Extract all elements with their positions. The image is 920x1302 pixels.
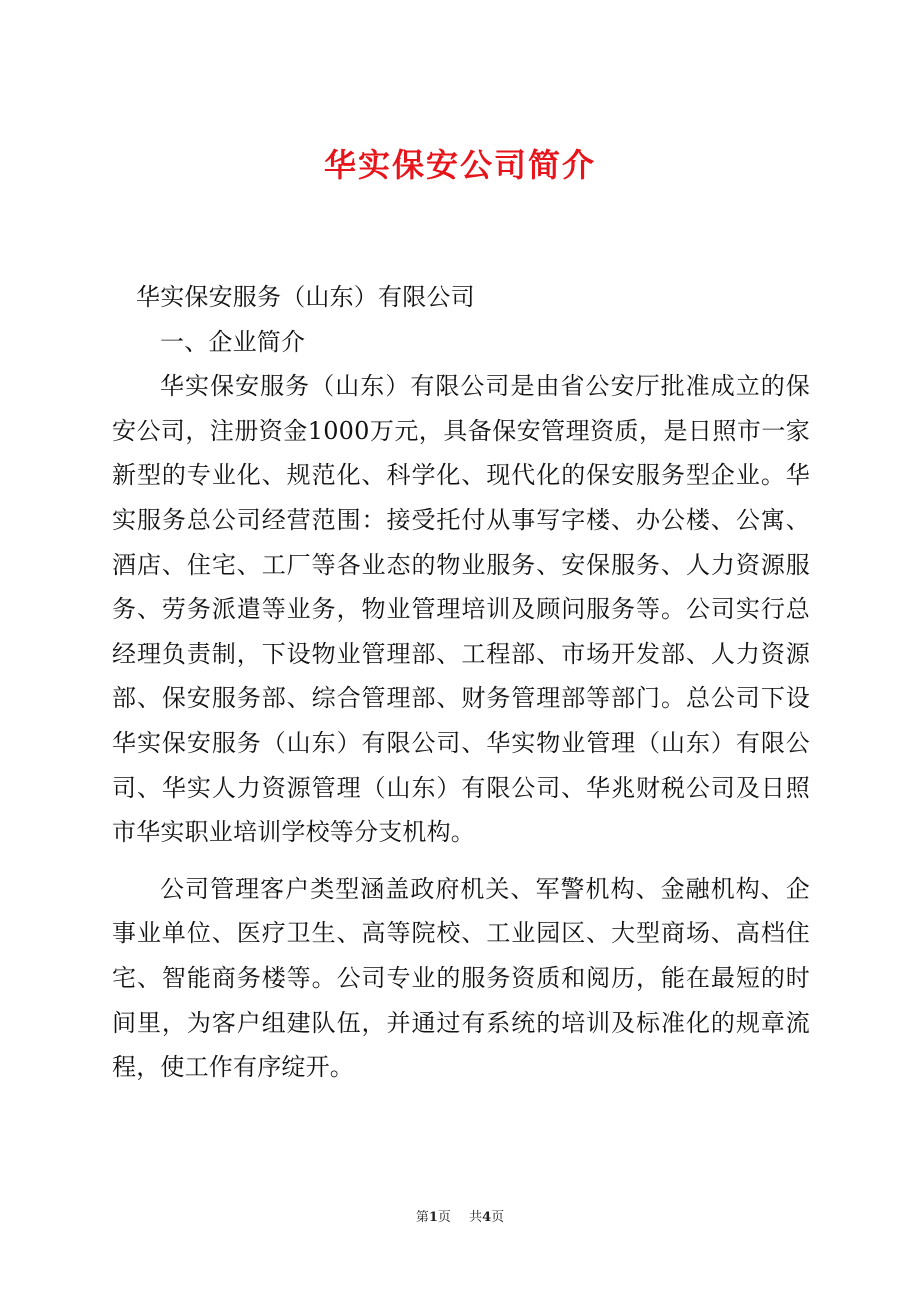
total-pages-indicator: 共4页 [469,1210,505,1225]
company-name-line: 华实保安服务（山东）有限公司 [136,283,475,311]
page-footer [0,1206,920,1225]
section-heading: 一、企业简介 [160,327,306,356]
document-title: 华实保安公司简介 [323,146,596,184]
paragraph-company-overview: 华实保安服务（山东）有限公司是由省公安厅批准成立的保安公司，注册资金1000万元，具备保安管理资质，是日照市一家新型的专业化、规范化、科学化、现代化的保安服务型企业。华实服务总公司经营范围：接受托付从事写字楼、办公楼、公寓、酒店、住宅、工厂等各业态的物业服务、安保服务、人力资源服务、劳务派遣等业务，物业管理培训及顾问服务等。公司实行总经理负责制，下设物业管理部、工程部、市场开发部、人力资源部、保安服务部、综合管理部、财务管理部等部门。总公司下设华实保安服务（山东）有限公司、华实物业管理（山东）有限公司、华实人力资源管理（山东）有限公司、华兆财税公司及日照市华实职业培训学校等分支机构。 [112,372,810,847]
page-indicator: 第1页 [415,1210,451,1225]
paragraph-client-types: 公司管理客户类型涵盖政府机关、军警机构、金融机构、企事业单位、医疗卫生、高等院校、工业园区、大型商场、高档住宅、智能商务楼等。公司专业的服务资质和阅历，能在最短的时间里，为客户组建队伍，并通过有系统的培训及标准化的规章流程，使工作有序绽开。 [112,874,810,1082]
document-body [112,275,810,1090]
